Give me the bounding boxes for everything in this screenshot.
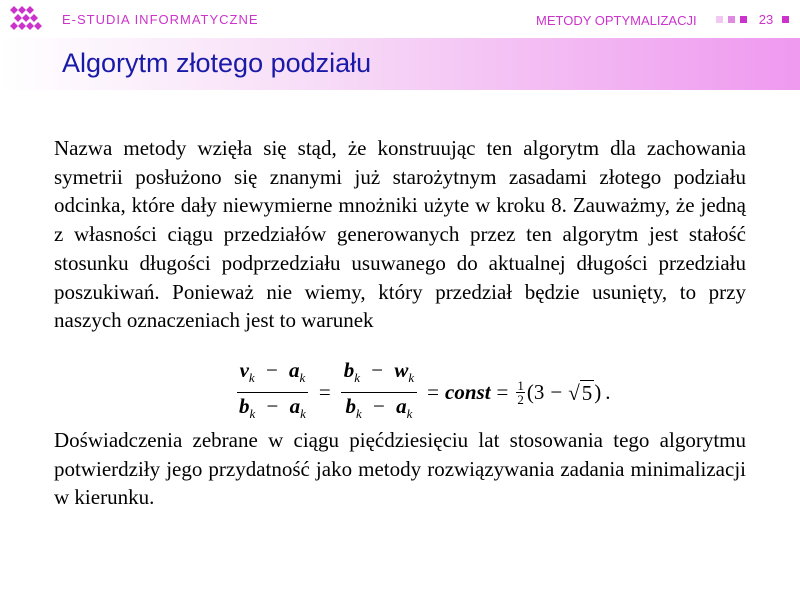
golden-ratio-formula (232, 358, 611, 421)
decor-square-dark (740, 16, 747, 23)
paren-close: ) (594, 379, 602, 404)
equals-sign: = (496, 379, 509, 404)
const-term: const (445, 379, 491, 404)
paragraph-conclusion: Doświadczenia zebrane w ciągu pięćdziesięciu lat stosowania tego algorytmu potwierdziły jego przydatność jako metody rozwiązywania zadania minimalizacji w kierunku. (54, 428, 746, 510)
paragraph-intro: Nazwa metody wzięła się stąd, że konstruując ten algorytm dla zachowania symetrii posłużono się znanymi już starożytnym zasadami złotego podziału odcinka, które dały niewymierne mnożniki użyte w kroku 8. Zauważmy, że jedną z własności ciągu przedziałów generowanych przez ten algorytm jest stałość stosunku długości podprzedziału usuwanego do aktualnej długości przedziału poszukiwań. Ponieważ nie wiemy, który przedział będzie usunięty, to przy naszych oznaczeniach jest to warunek (54, 136, 746, 333)
slide-title: Algorytm złotego podziału (62, 48, 372, 78)
fraction-left: $\frac{v_k - a_k}{b_k - a_k}$ (236, 357, 309, 426)
decor-square-medium (728, 16, 735, 23)
brand-name: E-STUDIA INFORMATYCZNE (62, 12, 259, 27)
decor-square-light (716, 16, 723, 23)
decor-square-end (782, 16, 789, 23)
diamond-grid-logo-icon (6, 4, 46, 36)
fraction-right: $\frac{b_k - w_k}{b_k - a_k}$ (341, 357, 417, 426)
sqrt-icon: √ (568, 381, 580, 405)
formula-period: . (605, 379, 611, 404)
fraction-half: $\frac{1}{2}$ (517, 377, 524, 407)
equals-sign: = (427, 379, 440, 404)
page-number: 23 (758, 12, 774, 27)
square-root: √ 5 (568, 381, 593, 405)
course-title: METODY OPTYMALIZACJI (536, 13, 697, 28)
equals-sign: = (318, 379, 331, 404)
minus-sign: − (550, 379, 563, 404)
paren-open: (3 (526, 379, 545, 404)
